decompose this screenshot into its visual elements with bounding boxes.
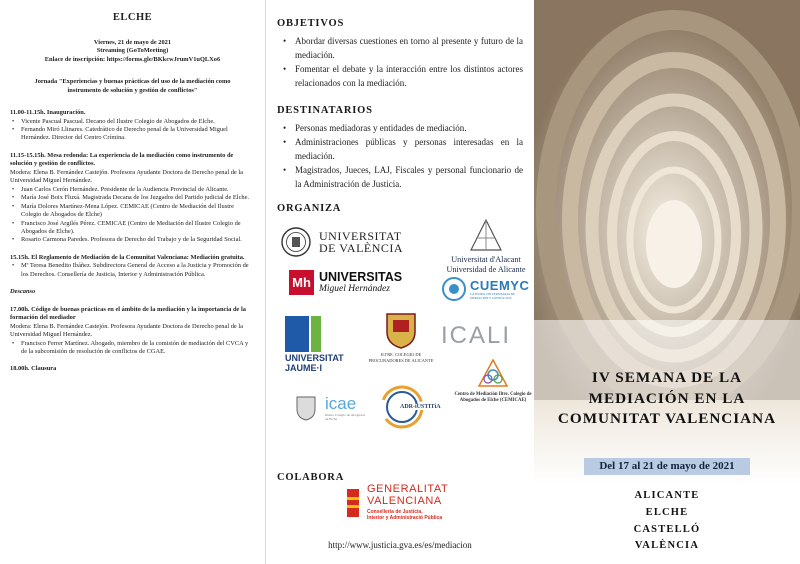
title-line-2: MEDIACIÓN EN LA	[588, 389, 746, 407]
city-item: VALÈNCIA	[634, 540, 700, 552]
elche-programme-panel	[0, 0, 266, 564]
event-date: Viernes, 21 de mayo de 2021	[93, 38, 172, 46]
elche-seal-icon	[295, 395, 317, 421]
session-reglamento	[10, 254, 255, 279]
staircase-photo	[534, 0, 800, 400]
cuemyc-icon	[441, 276, 467, 302]
procuradores-name: ILTRE. COLEGIO DE PROCURADORES DE ALICANTE	[368, 352, 434, 363]
umh-logo	[289, 270, 402, 295]
icae-logo	[295, 394, 369, 422]
speaker: • María Dolores Martínez-Mena López. CEMICAE (Centro de Mediación del Ilustre Colegio de Abogados de Elche)	[10, 203, 255, 220]
procuradores-logo	[365, 310, 437, 363]
gva-name-line2: VALENCIANA	[367, 494, 442, 507]
session-inauguration	[10, 109, 255, 143]
session-title: 11.00-11.15h. Inauguración.	[10, 109, 86, 117]
uji-logo	[285, 316, 344, 373]
destinatarios-list	[277, 122, 523, 192]
speaker: • Mª Teresa Benedito Ibáñez. Subdirectora General de Acceso a la Justicia y Promoción de los Derechos. Consellería de Justicia, Interior y Administración Pública.	[10, 262, 255, 279]
gva-dept-line2: Interior y Administració Pública	[367, 515, 443, 522]
mediation-url[interactable]: http://www.justicia.gva.es/es/mediacion	[328, 540, 472, 550]
city-heading: ELCHE	[112, 12, 153, 23]
gva-logo	[345, 484, 448, 521]
cemicae-name: Centro de Mediación Iltre. Colegio de Abogados de Elche (CEMICAE)	[454, 392, 532, 404]
gva-name-line1: GENERALITAT	[367, 483, 449, 495]
destinatarios-heading: DESTINATARIOS	[277, 104, 373, 116]
icae-name: icae	[325, 394, 357, 414]
cemicae-triangle-icon	[477, 358, 509, 390]
adr-name: ADR-iUSTITiA	[400, 404, 441, 411]
streaming-info: Streaming (GoToMeeting)	[96, 47, 169, 55]
objetivos-heading: OBJETIVOS	[277, 18, 345, 29]
destinatario-item: • Magistrados, Jueces, LAJ, Fiscales y personal funcionario de la Administración de Justicia.	[277, 164, 523, 192]
ua-triangle-icon	[469, 218, 503, 252]
ua-name-line1: Universitat d'Alacant	[451, 255, 521, 265]
icali-name: ICALI	[441, 322, 512, 350]
info-panel	[267, 0, 533, 564]
procuradores-shield-icon	[383, 310, 419, 350]
cities-list	[534, 488, 800, 555]
session-round-table	[10, 152, 255, 245]
destinatario-item: • Personas mediadoras y entidades de mediación.	[277, 122, 523, 136]
organiza-heading: ORGANIZA	[277, 203, 342, 215]
city-item: ELCHE	[645, 506, 689, 518]
registration-link[interactable]: Enlace de inscripción: https://forms.gle/BKkcwJrumV1uQLXo6	[44, 55, 221, 63]
break-label: Descanso	[10, 288, 36, 296]
uv-logo	[281, 226, 403, 258]
session-title: 11.15-15.15h. Mesa redonda: La experiencia de la mediación como instrumento de solución y gestión de conflictos.	[10, 151, 234, 168]
moderator: Modera: Elena B. Fernández Castejón. Profesora Ayudante Doctora de Derecho penal de la Universidad Miguel Hernández.	[10, 168, 243, 185]
cuemyc-name: CUEMYC	[470, 278, 530, 294]
speaker: • Francisco Ferrer Martínez. Abogado, miembro de la comisión de mediación del CVCA y de la subcomisión de resolución de conflictos de CGAE.	[10, 340, 255, 357]
umh-mark-icon: Mh	[289, 270, 314, 295]
title-line-3: COMUNITAT VALENCIANA	[557, 410, 777, 428]
jornada-title: Jornada "Experiencias y buenas prácticas del uso de la mediación como instrumento de solución y gestión de conflictos"	[34, 78, 231, 94]
cover-panel	[534, 0, 800, 564]
uji-name-line2: JAUME·I	[285, 362, 323, 373]
closing: 18.00h. Clausura	[10, 365, 57, 373]
cemicae-logo	[453, 358, 533, 404]
uv-name-line1: UNIVERSITAT	[319, 228, 402, 243]
speaker: • Rosario Carmona Paredes. Profesora de Derecho del Trabajo y de la Seguridad Social.	[10, 236, 255, 244]
icali-logo	[441, 322, 511, 350]
cuemyc-logo	[441, 276, 529, 302]
objetivos-list	[277, 35, 523, 91]
umh-name-line2: Miguel Hernández	[319, 283, 390, 294]
speaker: • María José Boix Fluxá. Magistrada Decana de los Juzgados del Partido judicial de Elche.	[10, 194, 255, 202]
organisers-logos	[277, 218, 532, 473]
session-codigo	[10, 306, 255, 357]
objetivo-item: • Fomentar el debate y la interacción entre los distintos actores relacionados con la mediación.	[277, 63, 523, 91]
ua-name-line2: Universidad de Alicante	[446, 265, 526, 275]
ua-logo	[441, 218, 531, 275]
speaker: • Vicente Pascual Pascual. Decano del Ilustre Colegio de Abogados de Elche.	[10, 118, 255, 126]
icae-subtitle: Ilustre Colegio de Abogados de Elche	[325, 413, 365, 422]
uv-seal-icon	[281, 226, 311, 258]
moderator: Modera: Elena B. Fernández Castejón. Profesora Ayudante Doctora de Derecho penal de la Universidad Miguel Hernández.	[10, 322, 243, 339]
cuemyc-subtitle: CÁTEDRA UNIVERSITARIA DE MEDIACIÓN Y CONFLICTOS	[470, 292, 515, 300]
gva-crest-icon	[345, 485, 361, 521]
speaker: • Francisco José Argilés Pérez. CEMICAE (Centro de Mediación del Ilustre Colegio de Abogados de Elche).	[10, 220, 255, 237]
colabora-heading: COLABORA	[277, 472, 345, 483]
speaker: • Fernando Miró Llinares. Catedrático de Derecho penal de la Universidad Miguel Hernández. Director del Centro Crímina.	[10, 126, 255, 143]
uv-name-line2: DE VALÈNCIA	[319, 241, 404, 256]
adr-logo	[379, 384, 442, 430]
event-dates: Del 17 al 21 de mayo de 2021	[584, 458, 750, 475]
city-item: CASTELLÓ	[633, 523, 701, 535]
objetivo-item: • Abordar diversas cuestiones en torno al presente y futuro de la mediación.	[277, 35, 523, 63]
session-title: 17.00h. Código de buenas prácticas en el ámbito de la mediación y la importancia de la formación del mediador	[10, 305, 246, 322]
speaker: • Juan Carlos Cerón Hernández. Presidente de la Audiencia Provincial de Alicante.	[10, 186, 255, 194]
gva-dept-line1: Conselleria de Justícia,	[367, 509, 423, 516]
uji-name-line1: UNIVERSITAT	[285, 353, 344, 364]
umh-name-line1: UNIVERSITAS	[319, 270, 403, 285]
city-item: ALICANTE	[634, 490, 700, 501]
event-title	[534, 368, 800, 430]
title-line-1: IV SEMANA DE LA	[591, 369, 743, 386]
destinatario-item: • Administraciones públicas y personas interesadas en la mediación.	[277, 136, 523, 164]
session-title: 15.15h. El Reglamento de Mediación de la Comunitat Valenciana: Mediación gratuita.	[10, 253, 245, 261]
uji-mark-icon	[285, 316, 321, 352]
